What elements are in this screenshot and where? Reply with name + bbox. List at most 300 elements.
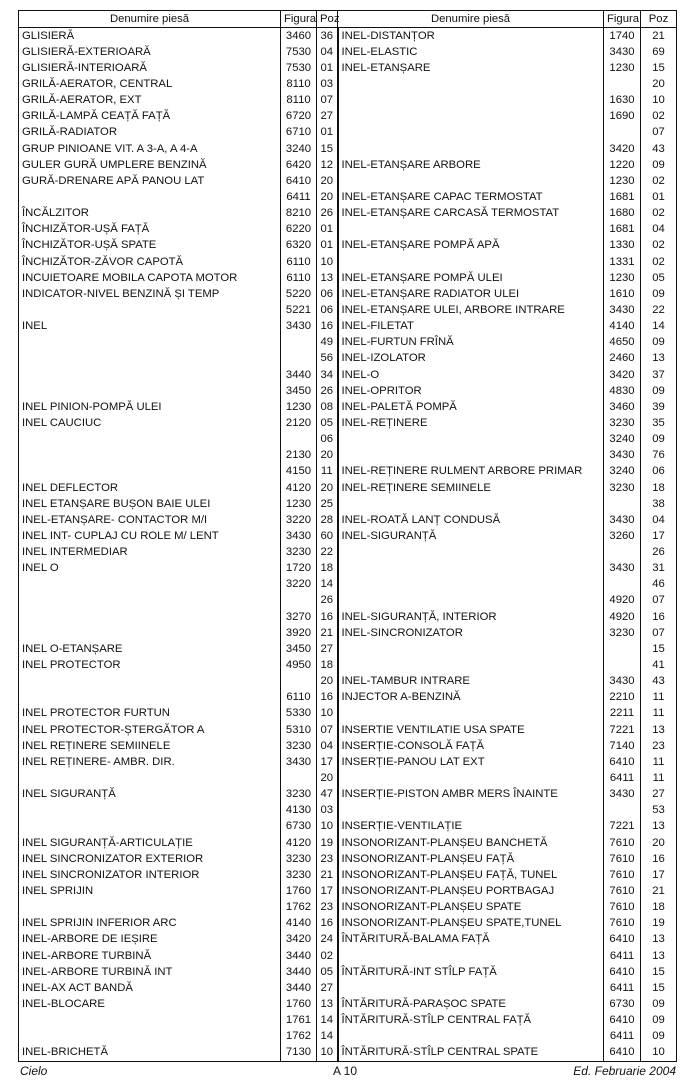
figure-right: 3230 <box>604 415 641 431</box>
figure-left: 7130 <box>281 1045 317 1062</box>
parts-table <box>18 10 677 1062</box>
table-row <box>19 577 677 593</box>
position-right: 76 <box>641 448 677 464</box>
position-left: 06 <box>317 286 338 302</box>
figure-left: 3230 <box>281 787 317 803</box>
figure-right: 7221 <box>604 722 641 738</box>
figure-right: 1220 <box>604 157 641 173</box>
position-left: 01 <box>317 60 338 76</box>
table-header-row <box>19 11 677 28</box>
position-left: 14 <box>317 1013 338 1029</box>
position-left: 27 <box>317 641 338 657</box>
position-left: 12 <box>317 157 338 173</box>
table-row <box>19 496 677 512</box>
table-row <box>19 512 677 528</box>
position-left: 27 <box>317 109 338 125</box>
position-right: 02 <box>641 254 677 270</box>
part-name-left: INDICATOR-NIVEL BENZINĂ ȘI TEMP <box>19 286 281 302</box>
figure-right: 3460 <box>604 399 641 415</box>
part-name-right: INJECTOR A-BENZINĂ <box>338 690 604 706</box>
part-name-left: INEL-ARBORE DE IEȘIRE <box>19 932 281 948</box>
part-name-left <box>19 593 281 609</box>
part-name-left: INEL SPRIJIN INFERIOR ARC <box>19 916 281 932</box>
table-row <box>19 722 677 738</box>
part-name-right: INSONORIZANT-PLANȘEU SPATE,TUNEL <box>338 916 604 932</box>
table-row <box>19 867 677 883</box>
figure-left: 3920 <box>281 625 317 641</box>
position-right: 20 <box>641 76 677 92</box>
figure-right: 1331 <box>604 254 641 270</box>
figure-right: 2210 <box>604 690 641 706</box>
figure-left: 7530 <box>281 60 317 76</box>
header-position-right: Poz <box>641 11 677 28</box>
position-right: 43 <box>641 674 677 690</box>
table-row <box>19 770 677 786</box>
position-right: 11 <box>641 770 677 786</box>
figure-right: 6410 <box>604 932 641 948</box>
position-left: 01 <box>317 222 338 238</box>
part-name-left: INEL PROTECTOR <box>19 657 281 673</box>
table-row <box>19 803 677 819</box>
figure-right <box>604 496 641 512</box>
position-right: 15 <box>641 980 677 996</box>
position-right: 20 <box>641 835 677 851</box>
part-name-right <box>338 109 604 125</box>
figure-right: 3420 <box>604 367 641 383</box>
part-name-right: INEL-TAMBUR INTRARE <box>338 674 604 690</box>
table-row <box>19 464 677 480</box>
position-right: 22 <box>641 302 677 318</box>
position-right: 10 <box>641 93 677 109</box>
part-name-right: ÎNTĂRITURĂ-STÎLP CENTRAL FAȚĂ <box>338 1013 604 1029</box>
position-left: 36 <box>317 28 338 45</box>
position-left: 03 <box>317 76 338 92</box>
part-name-right: INEL-IZOLATOR <box>338 351 604 367</box>
part-name-right <box>338 173 604 189</box>
figure-left: 3270 <box>281 609 317 625</box>
position-right: 16 <box>641 851 677 867</box>
figure-left: 3430 <box>281 754 317 770</box>
position-right: 13 <box>641 932 677 948</box>
part-name-right: INEL-ETANȘARE CARCASĂ TERMOSTAT <box>338 206 604 222</box>
position-right: 15 <box>641 641 677 657</box>
part-name-left: INEL <box>19 319 281 335</box>
position-left: 01 <box>317 125 338 141</box>
figure-left: 3420 <box>281 932 317 948</box>
figure-right: 3240 <box>604 432 641 448</box>
part-name-right <box>338 254 604 270</box>
figure-right: 3430 <box>604 674 641 690</box>
table-row <box>19 641 677 657</box>
figure-right: 1680 <box>604 206 641 222</box>
part-name-left: INEL O <box>19 561 281 577</box>
position-left: 10 <box>317 706 338 722</box>
table-row <box>19 141 677 157</box>
figure-left <box>281 432 317 448</box>
table-row <box>19 1045 677 1062</box>
position-right: 14 <box>641 319 677 335</box>
table-row <box>19 835 677 851</box>
part-name-left: INEL SIGURANȚĂ-ARTICULAȚIE <box>19 835 281 851</box>
part-name-right <box>338 76 604 92</box>
position-left: 19 <box>317 835 338 851</box>
figure-right: 6410 <box>604 754 641 770</box>
position-right: 07 <box>641 125 677 141</box>
table-row <box>19 787 677 803</box>
part-name-left <box>19 189 281 205</box>
figure-left: 6110 <box>281 690 317 706</box>
table-row <box>19 528 677 544</box>
table-row <box>19 286 677 302</box>
figure-right: 6730 <box>604 996 641 1012</box>
figure-left <box>281 335 317 351</box>
part-name-left: INEL PROTECTOR-ȘTERGĂTOR A <box>19 722 281 738</box>
figure-right: 6410 <box>604 1013 641 1029</box>
position-left: 26 <box>317 593 338 609</box>
figure-left: 3430 <box>281 319 317 335</box>
part-name-left: GRILĂ-RADIATOR <box>19 125 281 141</box>
part-name-right <box>338 593 604 609</box>
header-figure-left: Figura <box>281 11 317 28</box>
position-left: 24 <box>317 932 338 948</box>
position-left: 21 <box>317 867 338 883</box>
part-name-left <box>19 335 281 351</box>
position-left: 04 <box>317 44 338 60</box>
figure-right: 1330 <box>604 238 641 254</box>
figure-left: 2130 <box>281 448 317 464</box>
figure-right: 2460 <box>604 351 641 367</box>
part-name-left: INEL REȚINERE SEMIINELE <box>19 738 281 754</box>
table-row <box>19 948 677 964</box>
part-name-left: INEL SINCRONIZATOR EXTERIOR <box>19 851 281 867</box>
part-name-right: ÎNTĂRITURĂ-STÎLP CENTRAL SPATE <box>338 1045 604 1062</box>
table-row <box>19 593 677 609</box>
part-name-left: INEL O-ETANȘARE <box>19 641 281 657</box>
part-name-left <box>19 625 281 641</box>
position-right: 23 <box>641 738 677 754</box>
table-row <box>19 28 677 45</box>
part-name-right <box>338 770 604 786</box>
position-left: 60 <box>317 528 338 544</box>
position-left: 16 <box>317 319 338 335</box>
position-right: 04 <box>641 222 677 238</box>
position-left: 16 <box>317 916 338 932</box>
figure-right <box>604 657 641 673</box>
part-name-left: GLISIERĂ <box>19 28 281 45</box>
position-left: 06 <box>317 432 338 448</box>
part-name-left: INEL ETANȘARE BUȘON BAIE ULEI <box>19 496 281 512</box>
position-left: 10 <box>317 254 338 270</box>
part-name-left <box>19 383 281 399</box>
position-right: 01 <box>641 189 677 205</box>
table-row <box>19 609 677 625</box>
part-name-right <box>338 222 604 238</box>
figure-left: 6320 <box>281 238 317 254</box>
position-right: 02 <box>641 238 677 254</box>
table-row <box>19 448 677 464</box>
table-row <box>19 44 677 60</box>
position-left: 10 <box>317 819 338 835</box>
figure-left: 5221 <box>281 302 317 318</box>
part-name-right: INEL-ETANȘARE CAPAC TERMOSTAT <box>338 189 604 205</box>
figure-right: 6411 <box>604 1029 641 1045</box>
position-right: 19 <box>641 916 677 932</box>
position-left: 26 <box>317 383 338 399</box>
figure-right: 3230 <box>604 625 641 641</box>
position-right: 17 <box>641 867 677 883</box>
table-row <box>19 657 677 673</box>
part-name-right: INEL-FURTUN FRÎNĂ <box>338 335 604 351</box>
position-right: 06 <box>641 464 677 480</box>
part-name-left: GRILĂ-AERATOR, CENTRAL <box>19 76 281 92</box>
position-left: 07 <box>317 93 338 109</box>
part-name-left: GRILĂ-LAMPĂ CEAȚĂ FAȚĂ <box>19 109 281 125</box>
part-name-right: INEL-O <box>338 367 604 383</box>
part-name-left <box>19 1013 281 1029</box>
part-name-left <box>19 770 281 786</box>
position-right: 05 <box>641 270 677 286</box>
part-name-left: INEL-ARBORE TURBINĂ INT <box>19 964 281 980</box>
figure-right: 4140 <box>604 319 641 335</box>
part-name-left <box>19 1029 281 1045</box>
part-name-left: INEL-ETANȘARE- CONTACTOR M/I <box>19 512 281 528</box>
table-row <box>19 916 677 932</box>
part-name-right: INSONORIZANT-PLANȘEU FAȚĂ <box>338 851 604 867</box>
position-right: 21 <box>641 28 677 45</box>
part-name-right: INEL-FILETAT <box>338 319 604 335</box>
figure-right <box>604 641 641 657</box>
position-right: 46 <box>641 577 677 593</box>
figure-right: 3430 <box>604 448 641 464</box>
position-left: 20 <box>317 770 338 786</box>
position-left: 01 <box>317 238 338 254</box>
figure-left: 1230 <box>281 496 317 512</box>
table-row <box>19 76 677 92</box>
position-left: 17 <box>317 754 338 770</box>
position-left: 21 <box>317 625 338 641</box>
figure-left: 3230 <box>281 867 317 883</box>
table-row <box>19 706 677 722</box>
parts-index-sheet <box>18 10 676 1062</box>
part-name-left <box>19 367 281 383</box>
part-name-right <box>338 641 604 657</box>
part-name-right: INEL-ETANȘARE ULEI, ARBORE INTRARE <box>338 302 604 318</box>
position-left: 22 <box>317 545 338 561</box>
figure-left: 5220 <box>281 286 317 302</box>
position-right: 53 <box>641 803 677 819</box>
position-left: 11 <box>317 464 338 480</box>
figure-left: 1762 <box>281 900 317 916</box>
part-name-left: INEL SINCRONIZATOR INTERIOR <box>19 867 281 883</box>
position-right: 09 <box>641 996 677 1012</box>
table-row <box>19 625 677 641</box>
table-row <box>19 480 677 496</box>
position-right: 09 <box>641 1029 677 1045</box>
table-row <box>19 109 677 125</box>
table-row <box>19 883 677 899</box>
figure-right: 7221 <box>604 819 641 835</box>
position-left: 18 <box>317 561 338 577</box>
part-name-left <box>19 609 281 625</box>
part-name-left <box>19 302 281 318</box>
figure-right: 1630 <box>604 93 641 109</box>
figure-left: 3450 <box>281 383 317 399</box>
figure-left: 3430 <box>281 528 317 544</box>
figure-left: 1762 <box>281 1029 317 1045</box>
part-name-right: INEL-REȚINERE RULMENT ARBORE PRIMAR <box>338 464 604 480</box>
position-right: 15 <box>641 60 677 76</box>
part-name-left <box>19 690 281 706</box>
table-row <box>19 60 677 76</box>
position-right: 43 <box>641 141 677 157</box>
figure-left <box>281 674 317 690</box>
table-row <box>19 173 677 189</box>
figure-right: 1681 <box>604 189 641 205</box>
figure-right: 3420 <box>604 141 641 157</box>
part-name-right: ÎNTĂRITURĂ-INT STÎLP FAȚĂ <box>338 964 604 980</box>
part-name-right: INEL-ETANȘARE RADIATOR ULEI <box>338 286 604 302</box>
position-left: 23 <box>317 900 338 916</box>
part-name-right <box>338 948 604 964</box>
figure-left: 6110 <box>281 254 317 270</box>
figure-right: 3260 <box>604 528 641 544</box>
position-left: 16 <box>317 609 338 625</box>
figure-left: 3220 <box>281 512 317 528</box>
header-name-left: Denumire piesă <box>19 11 281 28</box>
figure-left <box>281 593 317 609</box>
part-name-right <box>338 125 604 141</box>
position-left: 56 <box>317 351 338 367</box>
position-left: 20 <box>317 480 338 496</box>
position-right: 09 <box>641 1013 677 1029</box>
part-name-right: ÎNTĂRITURĂ-PARAȘOC SPATE <box>338 996 604 1012</box>
position-right: 15 <box>641 964 677 980</box>
figure-left: 3230 <box>281 738 317 754</box>
position-left: 14 <box>317 1029 338 1045</box>
part-name-right <box>338 448 604 464</box>
figure-right: 6411 <box>604 948 641 964</box>
part-name-right <box>338 545 604 561</box>
part-name-right: INSONORIZANT-PLANȘEU PORTBAGAJ <box>338 883 604 899</box>
table-row <box>19 980 677 996</box>
position-right: 09 <box>641 383 677 399</box>
part-name-left <box>19 819 281 835</box>
part-name-right <box>338 141 604 157</box>
position-right: 11 <box>641 706 677 722</box>
part-name-left: ÎNCHIZĂTOR-ZĂVOR CAPOTĂ <box>19 254 281 270</box>
position-left: 26 <box>317 206 338 222</box>
part-name-left <box>19 448 281 464</box>
figure-right <box>604 76 641 92</box>
part-name-left: GRUP PINIOANE VIT. A 3-A, A 4-A <box>19 141 281 157</box>
part-name-left: INEL SIGURANȚĂ <box>19 787 281 803</box>
figure-right: 7610 <box>604 900 641 916</box>
position-left: 16 <box>317 690 338 706</box>
figure-right: 3430 <box>604 44 641 60</box>
position-right: 04 <box>641 512 677 528</box>
part-name-right: INEL-ELASTIC <box>338 44 604 60</box>
figure-left: 1760 <box>281 996 317 1012</box>
figure-left: 6420 <box>281 157 317 173</box>
position-right: 27 <box>641 787 677 803</box>
figure-right: 6410 <box>604 1045 641 1062</box>
part-name-right: INSERTIE VENTILATIE USA SPATE <box>338 722 604 738</box>
part-name-left <box>19 432 281 448</box>
part-name-left: INEL CAUCIUC <box>19 415 281 431</box>
table-row <box>19 851 677 867</box>
part-name-right: INEL-ETANȘARE POMPĂ APĂ <box>338 238 604 254</box>
position-left: 13 <box>317 996 338 1012</box>
table-row <box>19 399 677 415</box>
position-left: 49 <box>317 335 338 351</box>
header-position-left: Poz <box>317 11 338 28</box>
figure-right: 7610 <box>604 835 641 851</box>
part-name-left: INEL INTERMEDIAR <box>19 545 281 561</box>
table-row <box>19 932 677 948</box>
position-left: 47 <box>317 787 338 803</box>
table-row <box>19 545 677 561</box>
part-name-left: INEL SPRIJIN <box>19 883 281 899</box>
table-row <box>19 254 677 270</box>
table-row <box>19 964 677 980</box>
part-name-right <box>338 1029 604 1045</box>
table-row <box>19 302 677 318</box>
part-name-left: INEL PROTECTOR FURTUN <box>19 706 281 722</box>
position-right: 02 <box>641 173 677 189</box>
figure-right <box>604 803 641 819</box>
part-name-left <box>19 900 281 916</box>
position-right: 16 <box>641 609 677 625</box>
part-name-right <box>338 93 604 109</box>
part-name-right: INSONORIZANT-PLANȘEU BANCHETĂ <box>338 835 604 851</box>
figure-left: 3460 <box>281 28 317 45</box>
position-left: 17 <box>317 883 338 899</box>
table-row <box>19 738 677 754</box>
figure-left: 4120 <box>281 835 317 851</box>
part-name-right: INEL-SIGURANȚĂ, INTERIOR <box>338 609 604 625</box>
table-row <box>19 367 677 383</box>
table-row <box>19 996 677 1012</box>
figure-right: 1740 <box>604 28 641 45</box>
figure-right: 6411 <box>604 980 641 996</box>
figure-right: 7610 <box>604 916 641 932</box>
table-row <box>19 157 677 173</box>
part-name-left: GURĂ-DRENARE APĂ PANOU LAT <box>19 173 281 189</box>
figure-left: 4120 <box>281 480 317 496</box>
part-name-left: INEL-BRICHETĂ <box>19 1045 281 1062</box>
part-name-right: INEL-ETANȘARE <box>338 60 604 76</box>
position-right: 39 <box>641 399 677 415</box>
position-right: 13 <box>641 722 677 738</box>
part-name-right <box>338 980 604 996</box>
position-left: 27 <box>317 980 338 996</box>
part-name-left <box>19 351 281 367</box>
table-row <box>19 415 677 431</box>
figure-left: 8210 <box>281 206 317 222</box>
footer-page-number: A 10 <box>333 1064 358 1078</box>
part-name-left: ÎNCHIZĂTOR-UȘĂ FAȚĂ <box>19 222 281 238</box>
part-name-right: INEL-ETANȘARE ARBORE <box>338 157 604 173</box>
table-row <box>19 432 677 448</box>
figure-left: 4150 <box>281 464 317 480</box>
figure-left <box>281 770 317 786</box>
table-row <box>19 189 677 205</box>
position-left: 08 <box>317 399 338 415</box>
part-name-right: INSERȚIE-PANOU LAT EXT <box>338 754 604 770</box>
part-name-right <box>338 496 604 512</box>
position-left: 06 <box>317 302 338 318</box>
figure-right: 1681 <box>604 222 641 238</box>
